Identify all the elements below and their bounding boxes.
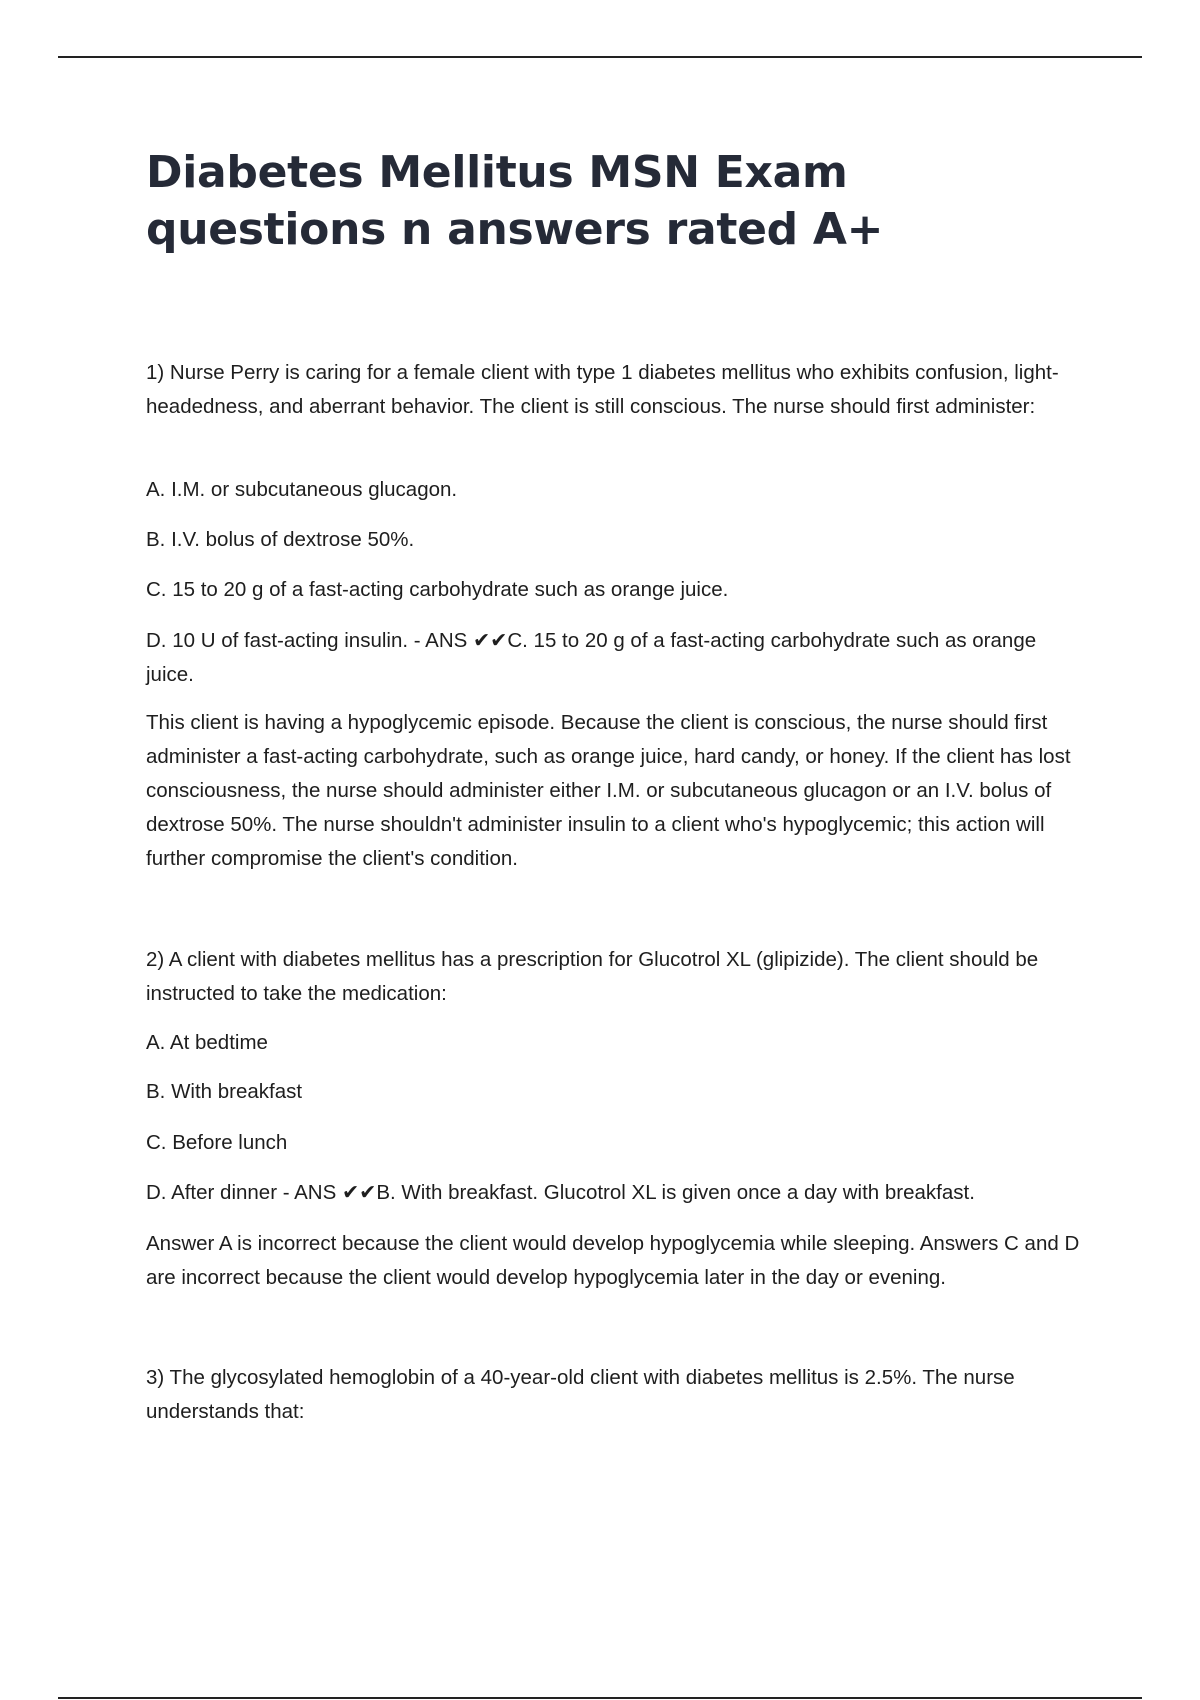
question-3-stem: 3) The glycosylated hemoglobin of a 40-year-old client with diabetes mellitus is 2.5%. The nurse understands that:	[146, 1366, 1015, 1423]
question-1-option-b: B. I.V. bolus of dextrose 50%.	[146, 528, 415, 551]
question-2-option-b: B. With breakfast	[146, 1080, 303, 1103]
question-2-option-d-answer: D. After dinner - ANS ✔✔B. With breakfast. Glucotrol XL is given once a day with breakfast.	[146, 1181, 975, 1204]
question-1-option-c: C. 15 to 20 g of a fast-acting carbohydrate such as orange juice.	[146, 578, 729, 601]
question-2-stem: 2) A client with diabetes mellitus has a prescription for Glucotrol XL (glipizide). The client should be instructed to take the medication:	[146, 948, 1039, 1005]
question-1-explanation: This client is having a hypoglycemic episode. Because the client is conscious, the nurse should first administer a fast-acting carbohydrate, such as orange juice, hard candy, or honey. If the client has lost consciousness, the nurse should administer either I.M. or subcutaneous glucagon or an I.V. bolus of dextrose 50%. The nurse shouldn't administer insulin to a client who's hypoglycemic; this action will further compromise the client's condition.	[146, 711, 1071, 870]
question-2-option-c: C. Before lunch	[146, 1131, 288, 1154]
top-divider	[58, 56, 1142, 58]
question-2-option-a: A. At bedtime	[146, 1031, 268, 1054]
question-1-option-d-answer: D. 10 U of fast-acting insulin. - ANS ✔✔C. 15 to 20 g of a fast-acting carbohydrate such as orange juice.	[146, 629, 1037, 686]
document-title: Diabetes Mellitus MSN Exam questions n answers rated A+	[146, 147, 884, 255]
question-1-stem: 1) Nurse Perry is caring for a female client with type 1 diabetes mellitus who exhibits confusion, light-headedness, and aberrant behavior. The client is still conscious. The nurse should first administer:	[146, 361, 1059, 418]
question-1-option-a: A. I.M. or subcutaneous glucagon.	[146, 478, 458, 501]
question-2-explanation: Answer A is incorrect because the client would develop hypoglycemia while sleeping. Answers C and D are incorrect because the client would develop hypoglycemia later in the day or evening.	[146, 1232, 1080, 1289]
bottom-divider	[58, 1697, 1142, 1699]
